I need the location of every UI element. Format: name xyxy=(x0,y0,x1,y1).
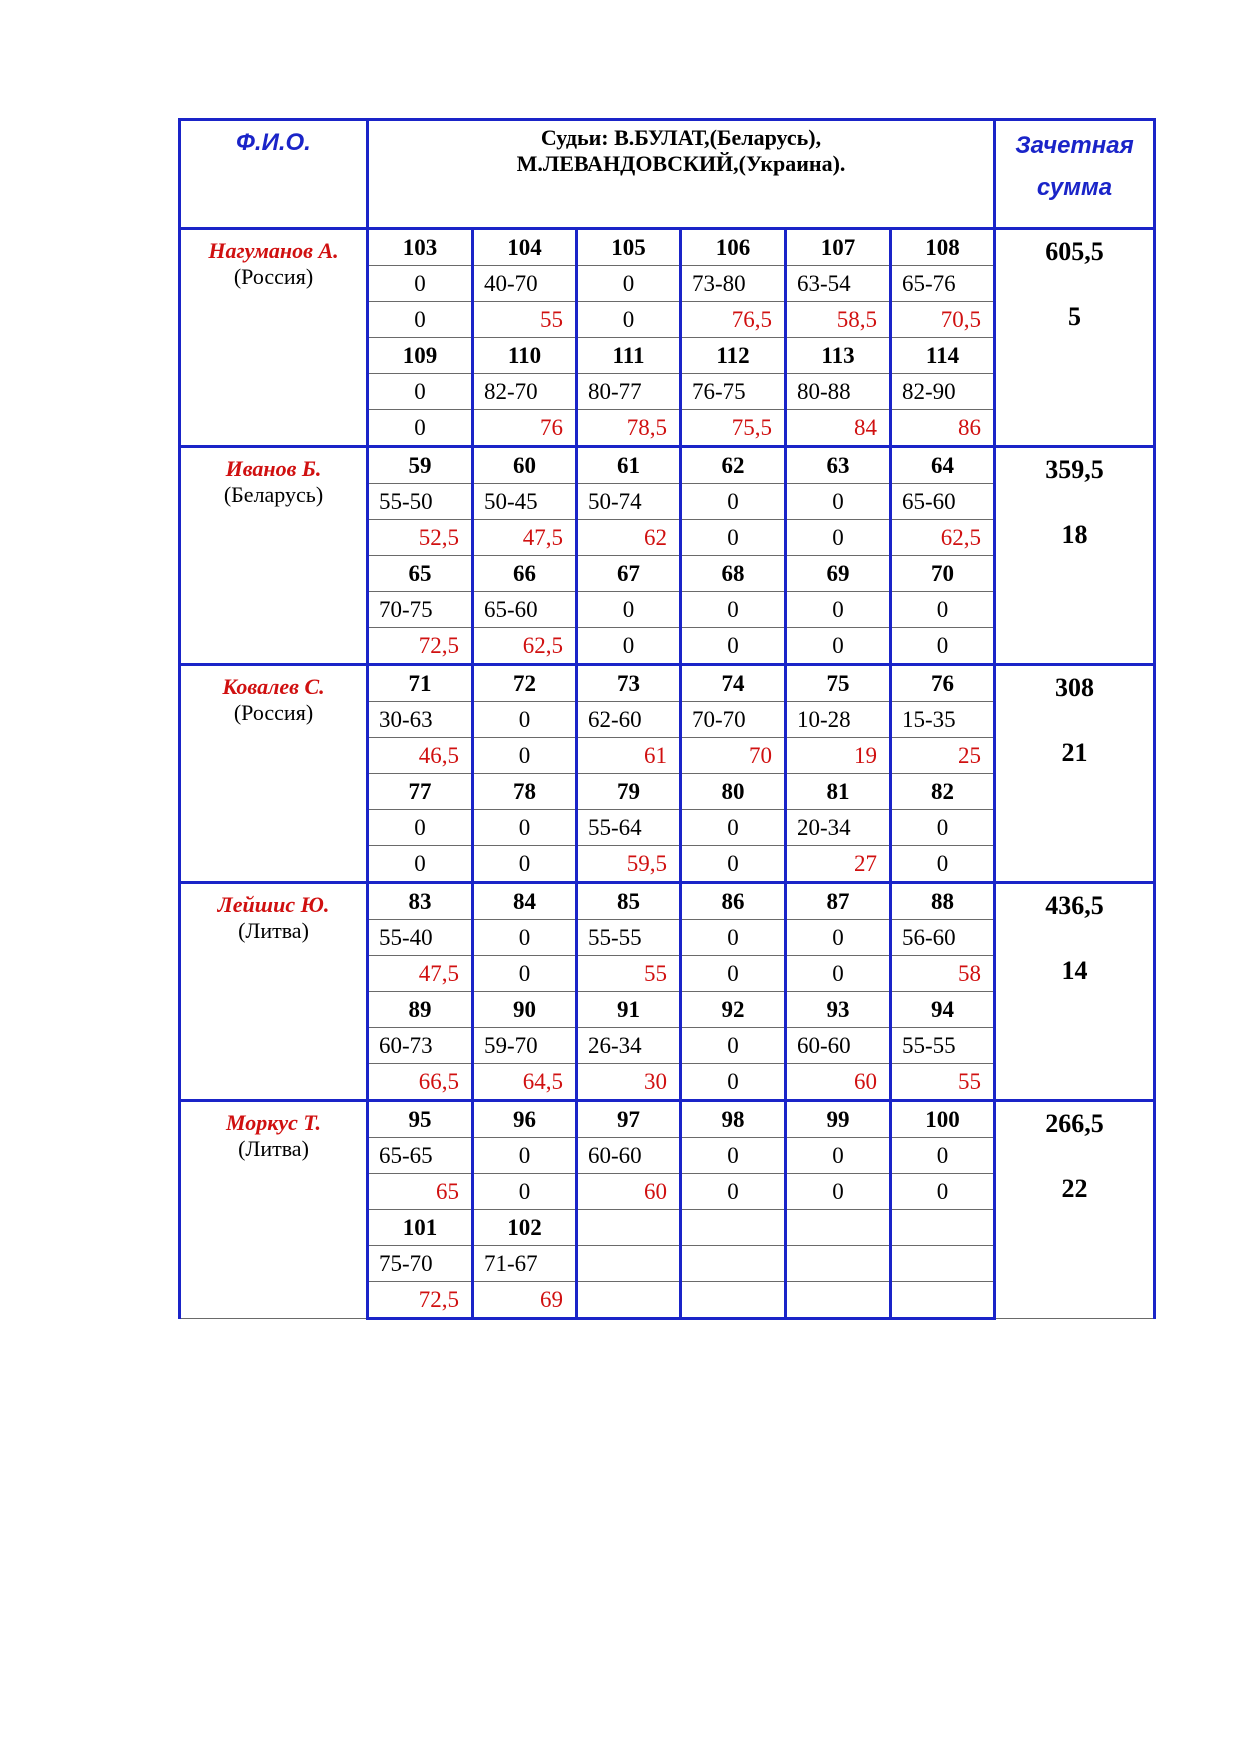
game-score: 0 xyxy=(681,920,786,956)
game-score: 0 xyxy=(681,810,786,846)
empty-cell xyxy=(577,1282,681,1319)
judges-line-1: Судьи: В.БУЛАТ,(Беларусь), xyxy=(540,125,822,150)
game-points: 58,5 xyxy=(786,302,891,338)
judges-line-2: М.ЛЕВАНДОВСКИЙ,(Украина). xyxy=(516,151,846,176)
game-score: 30-63 xyxy=(368,702,473,738)
game-score: 65-76 xyxy=(891,266,995,302)
game-number: 88 xyxy=(891,883,995,920)
total-sum: 436,5 xyxy=(1045,891,1104,920)
game-score: 70-75 xyxy=(368,592,473,628)
empty-cell xyxy=(891,1282,995,1319)
player-name-cell xyxy=(180,1101,368,1319)
game-score: 80-88 xyxy=(786,374,891,410)
game-points: 0 xyxy=(473,956,577,992)
game-points: 0 xyxy=(681,520,786,556)
game-number: 82 xyxy=(891,774,995,810)
game-score: 65-65 xyxy=(368,1138,473,1174)
sum-header-line-1: Зачетная xyxy=(1015,132,1134,159)
game-points: 60 xyxy=(577,1174,681,1210)
game-points: 59,5 xyxy=(577,846,681,883)
game-number: 90 xyxy=(473,992,577,1028)
game-points: 0 xyxy=(473,846,577,883)
game-score: 59-70 xyxy=(473,1028,577,1064)
game-score: 0 xyxy=(786,484,891,520)
place: 14 xyxy=(1061,956,1088,985)
sum-header-line-2: сумма xyxy=(1036,174,1113,201)
game-points: 64,5 xyxy=(473,1064,577,1101)
game-points: 0 xyxy=(786,1174,891,1210)
total-sum: 266,5 xyxy=(1045,1109,1104,1138)
game-number: 99 xyxy=(786,1101,891,1138)
game-number: 59 xyxy=(368,447,473,484)
player-name: Нагуманов А. xyxy=(208,238,339,263)
game-score: 0 xyxy=(786,1138,891,1174)
game-number: 78 xyxy=(473,774,577,810)
game-number: 62 xyxy=(681,447,786,484)
player-country: (Литва) xyxy=(238,918,309,943)
game-score: 76-75 xyxy=(681,374,786,410)
results-table xyxy=(178,118,1156,1320)
game-score: 70-70 xyxy=(681,702,786,738)
empty-cell xyxy=(681,1246,786,1282)
game-points: 0 xyxy=(891,628,995,665)
game-number: 73 xyxy=(577,665,681,702)
game-score: 60-60 xyxy=(786,1028,891,1064)
game-score: 0 xyxy=(891,592,995,628)
game-number: 76 xyxy=(891,665,995,702)
player-nums-row xyxy=(180,665,1155,702)
game-score: 73-80 xyxy=(681,266,786,302)
game-number: 68 xyxy=(681,556,786,592)
game-score: 0 xyxy=(473,920,577,956)
game-score: 60-60 xyxy=(577,1138,681,1174)
total-cell xyxy=(995,1101,1155,1319)
game-number: 69 xyxy=(786,556,891,592)
game-points: 25 xyxy=(891,738,995,774)
game-score: 0 xyxy=(368,810,473,846)
game-number: 70 xyxy=(891,556,995,592)
game-number: 93 xyxy=(786,992,891,1028)
place: 21 xyxy=(1061,738,1088,767)
game-points: 76,5 xyxy=(681,302,786,338)
game-score: 0 xyxy=(891,810,995,846)
player-country: (Беларусь) xyxy=(223,482,324,507)
player-nums-row xyxy=(180,1101,1155,1138)
game-number: 95 xyxy=(368,1101,473,1138)
player-country: (Россия) xyxy=(233,700,314,725)
game-points: 0 xyxy=(577,628,681,665)
game-score: 50-45 xyxy=(473,484,577,520)
game-number: 107 xyxy=(786,229,891,266)
game-points: 86 xyxy=(891,410,995,447)
game-points: 75,5 xyxy=(681,410,786,447)
game-score: 71-67 xyxy=(473,1246,577,1282)
game-score: 50-74 xyxy=(577,484,681,520)
game-points: 19 xyxy=(786,738,891,774)
game-score: 0 xyxy=(681,1028,786,1064)
game-score: 75-70 xyxy=(368,1246,473,1282)
empty-cell xyxy=(577,1210,681,1246)
game-points: 0 xyxy=(681,846,786,883)
player-nums-row xyxy=(180,447,1155,484)
game-score: 63-54 xyxy=(786,266,891,302)
game-points: 76 xyxy=(473,410,577,447)
place: 5 xyxy=(1068,302,1081,331)
game-score: 56-60 xyxy=(891,920,995,956)
game-score: 15-35 xyxy=(891,702,995,738)
total-sum-header xyxy=(995,120,1155,229)
game-points: 62,5 xyxy=(891,520,995,556)
game-points: 72,5 xyxy=(368,1282,473,1319)
game-points: 70,5 xyxy=(891,302,995,338)
game-points: 46,5 xyxy=(368,738,473,774)
game-number: 87 xyxy=(786,883,891,920)
game-points: 52,5 xyxy=(368,520,473,556)
player-name: Лейшис Ю. xyxy=(217,892,330,917)
game-score: 62-60 xyxy=(577,702,681,738)
game-score: 0 xyxy=(368,266,473,302)
player-name-cell xyxy=(180,665,368,883)
game-points: 30 xyxy=(577,1064,681,1101)
game-score: 0 xyxy=(681,1138,786,1174)
game-points: 0 xyxy=(577,302,681,338)
total-cell xyxy=(995,229,1155,447)
player-name: Ковалев С. xyxy=(222,674,325,699)
game-score: 0 xyxy=(786,920,891,956)
game-score: 60-73 xyxy=(368,1028,473,1064)
game-number: 61 xyxy=(577,447,681,484)
game-score: 0 xyxy=(786,592,891,628)
game-points: 69 xyxy=(473,1282,577,1319)
game-points: 58 xyxy=(891,956,995,992)
empty-cell xyxy=(681,1210,786,1246)
game-score: 65-60 xyxy=(891,484,995,520)
game-score: 55-55 xyxy=(577,920,681,956)
player-name-cell xyxy=(180,229,368,447)
total-sum: 605,5 xyxy=(1045,237,1104,266)
game-number: 72 xyxy=(473,665,577,702)
game-points: 60 xyxy=(786,1064,891,1101)
game-number: 113 xyxy=(786,338,891,374)
game-number: 64 xyxy=(891,447,995,484)
game-number: 112 xyxy=(681,338,786,374)
game-score: 0 xyxy=(577,266,681,302)
game-number: 102 xyxy=(473,1210,577,1246)
game-number: 80 xyxy=(681,774,786,810)
game-points: 47,5 xyxy=(368,956,473,992)
empty-cell xyxy=(891,1246,995,1282)
game-points: 0 xyxy=(891,1174,995,1210)
judges-header xyxy=(368,120,995,229)
game-number: 84 xyxy=(473,883,577,920)
game-number: 77 xyxy=(368,774,473,810)
total-sum: 359,5 xyxy=(1045,455,1104,484)
game-points: 0 xyxy=(681,1064,786,1101)
game-number: 104 xyxy=(473,229,577,266)
game-points: 0 xyxy=(473,738,577,774)
player-nums-row xyxy=(180,883,1155,920)
game-number: 66 xyxy=(473,556,577,592)
game-score: 0 xyxy=(681,484,786,520)
place: 22 xyxy=(1061,1174,1088,1203)
game-number: 96 xyxy=(473,1101,577,1138)
game-number: 71 xyxy=(368,665,473,702)
game-number: 67 xyxy=(577,556,681,592)
player-name-cell xyxy=(180,447,368,665)
game-score: 82-70 xyxy=(473,374,577,410)
game-number: 97 xyxy=(577,1101,681,1138)
fio-header: Ф.И.О. xyxy=(180,120,368,229)
player-country: (Россия) xyxy=(233,264,314,289)
game-number: 103 xyxy=(368,229,473,266)
game-score: 55-50 xyxy=(368,484,473,520)
game-score: 0 xyxy=(473,702,577,738)
game-number: 110 xyxy=(473,338,577,374)
game-score: 40-70 xyxy=(473,266,577,302)
game-points: 0 xyxy=(786,956,891,992)
game-points: 55 xyxy=(891,1064,995,1101)
game-number: 74 xyxy=(681,665,786,702)
game-points: 27 xyxy=(786,846,891,883)
game-score: 10-28 xyxy=(786,702,891,738)
game-number: 106 xyxy=(681,229,786,266)
game-score: 65-60 xyxy=(473,592,577,628)
total-sum: 308 xyxy=(1055,673,1094,702)
game-points: 65 xyxy=(368,1174,473,1210)
empty-cell xyxy=(786,1246,891,1282)
game-points: 55 xyxy=(577,956,681,992)
empty-cell xyxy=(577,1246,681,1282)
player-nums-row xyxy=(180,229,1155,266)
game-number: 89 xyxy=(368,992,473,1028)
game-number: 94 xyxy=(891,992,995,1028)
game-score: 55-55 xyxy=(891,1028,995,1064)
game-points: 66,5 xyxy=(368,1064,473,1101)
player-country: (Литва) xyxy=(238,1136,309,1161)
game-points: 0 xyxy=(368,302,473,338)
game-number: 75 xyxy=(786,665,891,702)
total-cell xyxy=(995,883,1155,1101)
game-points: 0 xyxy=(786,520,891,556)
player-name-cell xyxy=(180,883,368,1101)
game-score: 26-34 xyxy=(577,1028,681,1064)
game-points: 55 xyxy=(473,302,577,338)
game-number: 92 xyxy=(681,992,786,1028)
game-points: 0 xyxy=(681,628,786,665)
game-number: 114 xyxy=(891,338,995,374)
game-number: 60 xyxy=(473,447,577,484)
game-number: 91 xyxy=(577,992,681,1028)
game-score: 82-90 xyxy=(891,374,995,410)
game-points: 61 xyxy=(577,738,681,774)
empty-cell xyxy=(891,1210,995,1246)
game-number: 63 xyxy=(786,447,891,484)
game-points: 72,5 xyxy=(368,628,473,665)
game-points: 0 xyxy=(786,628,891,665)
game-score: 0 xyxy=(681,592,786,628)
empty-cell xyxy=(681,1282,786,1319)
game-score: 20-34 xyxy=(786,810,891,846)
game-points: 0 xyxy=(473,1174,577,1210)
game-number: 81 xyxy=(786,774,891,810)
results-sheet xyxy=(178,118,1153,1320)
header-row xyxy=(180,120,1155,229)
game-points: 0 xyxy=(681,956,786,992)
game-points: 0 xyxy=(368,846,473,883)
game-score: 80-77 xyxy=(577,374,681,410)
game-number: 108 xyxy=(891,229,995,266)
game-number: 98 xyxy=(681,1101,786,1138)
total-cell xyxy=(995,665,1155,883)
game-points: 0 xyxy=(891,846,995,883)
game-points: 47,5 xyxy=(473,520,577,556)
game-number: 86 xyxy=(681,883,786,920)
game-points: 0 xyxy=(681,1174,786,1210)
player-name: Иванов Б. xyxy=(225,456,322,481)
game-points: 62 xyxy=(577,520,681,556)
game-points: 62,5 xyxy=(473,628,577,665)
game-score: 55-40 xyxy=(368,920,473,956)
empty-cell xyxy=(786,1210,891,1246)
game-score: 0 xyxy=(473,810,577,846)
game-score: 0 xyxy=(368,374,473,410)
game-score: 55-64 xyxy=(577,810,681,846)
game-number: 105 xyxy=(577,229,681,266)
player-name: Моркус Т. xyxy=(226,1110,321,1135)
total-cell xyxy=(995,447,1155,665)
game-number: 101 xyxy=(368,1210,473,1246)
empty-cell xyxy=(786,1282,891,1319)
game-number: 111 xyxy=(577,338,681,374)
game-points: 78,5 xyxy=(577,410,681,447)
game-number: 109 xyxy=(368,338,473,374)
game-score: 0 xyxy=(473,1138,577,1174)
game-points: 0 xyxy=(368,410,473,447)
game-points: 84 xyxy=(786,410,891,447)
place: 18 xyxy=(1061,520,1088,549)
game-points: 70 xyxy=(681,738,786,774)
game-number: 100 xyxy=(891,1101,995,1138)
game-score: 0 xyxy=(577,592,681,628)
game-number: 79 xyxy=(577,774,681,810)
game-number: 85 xyxy=(577,883,681,920)
game-number: 65 xyxy=(368,556,473,592)
game-score: 0 xyxy=(891,1138,995,1174)
game-number: 83 xyxy=(368,883,473,920)
